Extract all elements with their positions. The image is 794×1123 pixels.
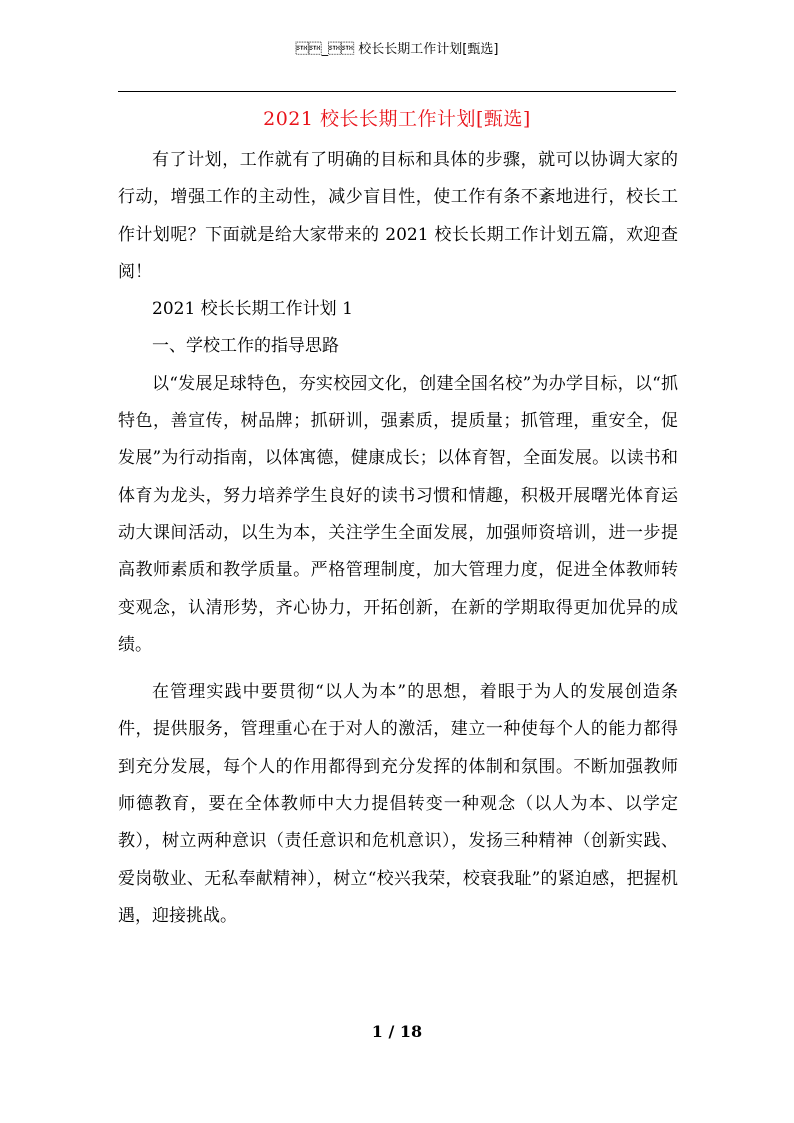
page-number: 1 / 18 [371,1022,423,1041]
intro-paragraph: 有了计划，工作就有了明确的目标和具体的步骤，就可以协调大家的行动，增强工作的主动性，减少盲目性，使工作有条不紊地进行，校长工作计划呢？下面就是给大家带来的 2021 校长长期工作计划五篇，欢迎查阅！ [118,150,678,282]
body-paragraph: 以“发展足球特色，夯实校园文化，创建全国名校”为办学目标，以“抓特色，善宣传，树品牌；抓研训，强素质，提质量；抓管理，重安全，促发展”为行动指南，以体寓德，健康成长；以体育智，全面发展。以读书和体育为龙头，努力培养学生良好的读书习惯和情趣，积极开展曙光体育运动大课间活动，以生为本，关注学生全面发展，加强师资培训，进一步提高教师素质和教学质量。严格管理制度，加大管理力度，促进全体教师转变观念，认清形势，齐心协力，开拓创新，在新的学期取得更加优异的成绩。 [118,373,678,655]
running-header: _ 校长长期工作计划[甄选] [295,42,499,57]
document-body [118,142,678,935]
subsection-heading: 一、学校工作的指导思路 [152,336,339,357]
body-paragraph: 在管理实践中要贯彻“以人为本”的思想，着眼于为人的发展创造条件，提供服务，管理重心在于对人的激活，建立一种使每个人的能力都得到充分发展，每个人的作用都得到充分发挥的体制和氛围。不断加强教师师德教育，要在全体教师中大力提倡转变一种观念（以人为本、以学定教），树立两种意识（责任意识和危机意识），发扬三种精神（创新实践、爱岗敬业、无私奉献精神），树立“校兴我荣，校衰我耻”的紧迫感，把握机遇，迎接挑战。 [118,682,678,926]
document-title: 2021 校长长期工作计划[甄选] [263,108,531,130]
section-heading: 2021 校长长期工作计划 1 [152,299,353,320]
header-divider [118,91,676,92]
